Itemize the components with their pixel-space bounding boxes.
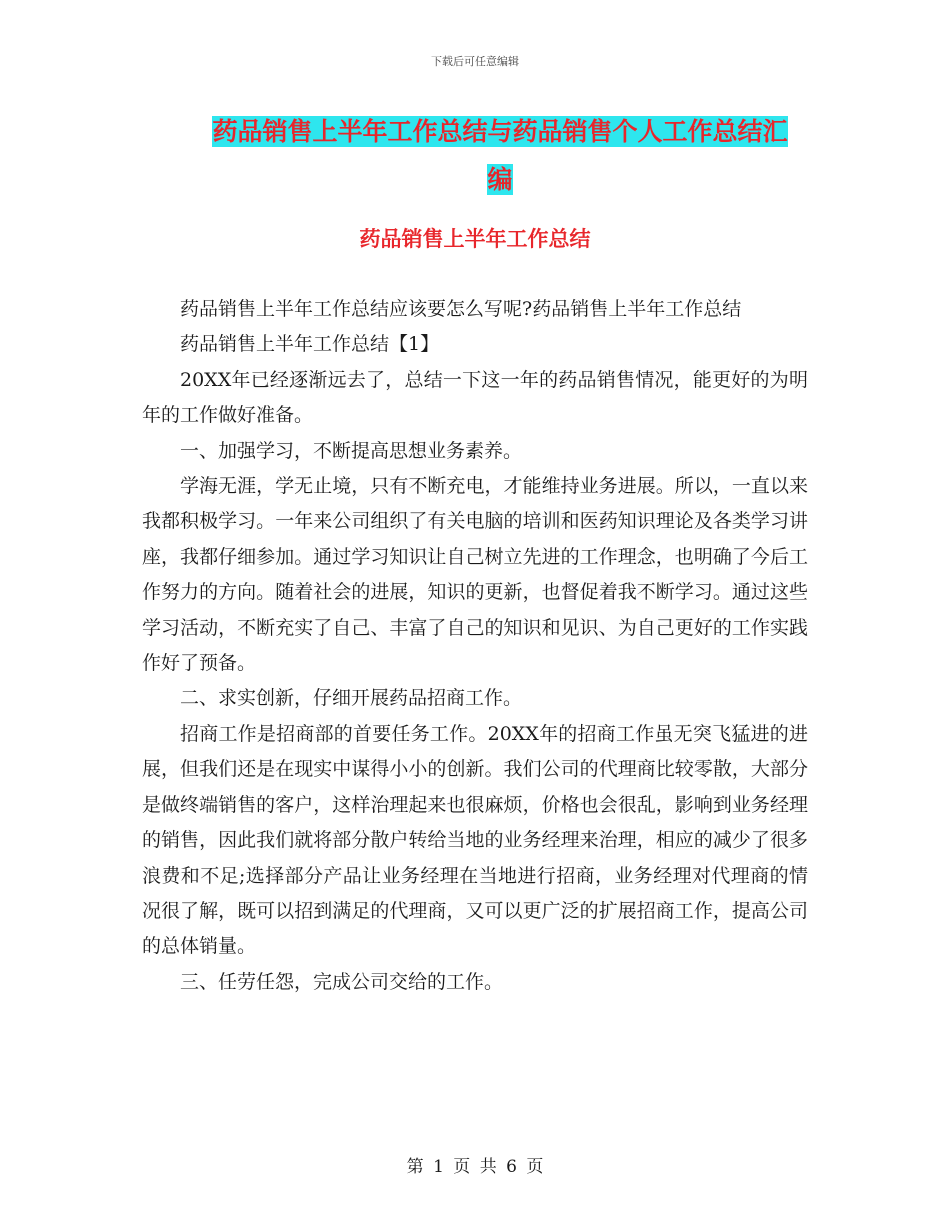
document-title-line-1: 药品销售上半年工作总结与药品销售个人工作总结汇	[212, 117, 788, 146]
page-footer: 第 1 页 共 6 页	[406, 1157, 544, 1177]
page-header: 下载后可任意编辑	[431, 55, 519, 68]
paragraph: 药品销售上半年工作总结【1】	[180, 333, 440, 356]
paragraph: 药品销售上半年工作总结应该要怎么写呢?药品销售上半年工作总结	[180, 298, 742, 320]
paragraph: 学海无涯，学无止境，只有不断充电，才能维持业务进展。所以，一直以来我都积极学习。一年来公司组织了有关电脑的培训和医药知识理论及各类学习讲座，我都仔细参加。通过学习知识让自己树立先进的工作理念，也明确了今后工作努力的方向。随着社会的进展，知识的更新，也督促着我不断学习。通过这些学习活动，不断充实了自己、丰富了自己的知识和见识、为自己更好的工作实践作好了预备。	[142, 475, 808, 675]
document-title	[170, 108, 830, 204]
paragraph: 一、加强学习，不断提高思想业务素养。	[180, 439, 523, 462]
paragraph: 三、任劳任怨，完成公司交给的工作。	[180, 970, 504, 993]
paragraph: 20XX年已经逐渐远去了，总结一下这一年的药品销售情况，能更好的为明年的工作做好准备。	[142, 368, 808, 427]
paragraph: 二、求实创新，仔细开展药品招商工作。	[180, 687, 523, 710]
document-title-line-2: 编	[487, 165, 513, 194]
paragraph: 招商工作是招商部的首要任务工作。20XX年的招商工作虽无突飞猛进的进展，但我们还是在现实中谋得小小的创新。我们公司的代理商比较零散，大部分是做终端销售的客户，这样治理起来也很麻烦，价格也会很乱，影响到业务经理的销售，因此我们就将部分散户转给当地的业务经理来治理，相应的减少了很多浪费和不足;选择部分产品让业务经理在当地进行招商，业务经理对代理商的情况很了解，既可以招到满足的代理商，又可以更广泛的扩展招商工作，提高公司的总体销量。	[142, 722, 808, 958]
section-title: 药品销售上半年工作总结	[359, 227, 591, 251]
document-body	[142, 292, 808, 1000]
